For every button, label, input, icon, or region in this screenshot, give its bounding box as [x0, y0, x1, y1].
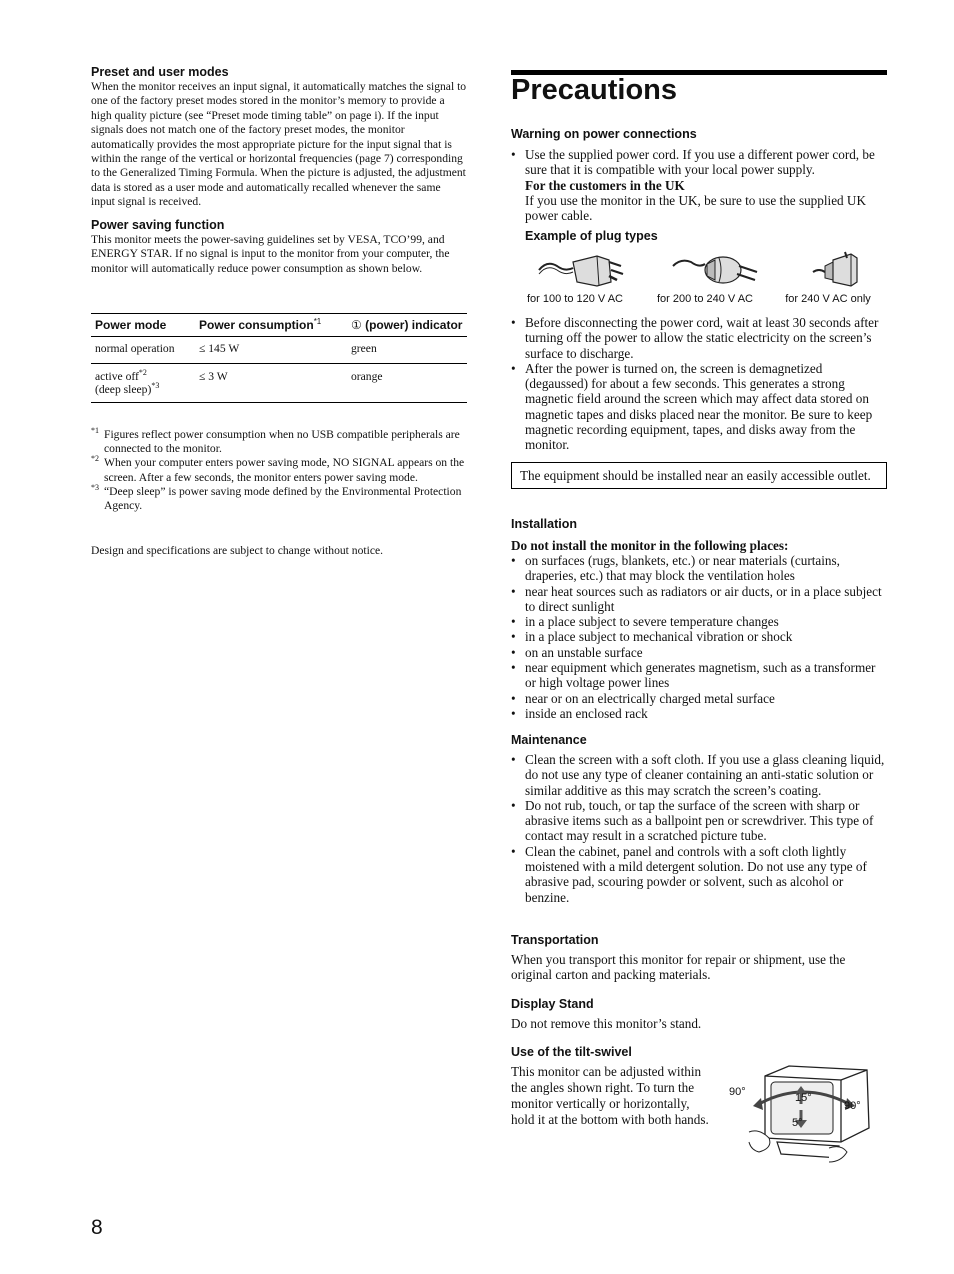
- list-item: • inside an enclosed rack: [511, 706, 887, 721]
- footnote-1: $^{*1}$ Figures reflect power consumption when no USB compatible peripherals are connected to the monitor.: [91, 426, 460, 456]
- installation-heading: Installation: [511, 517, 577, 531]
- maintenance-list: [511, 752, 887, 905]
- list-item: • in a place subject to severe temperature changes: [511, 614, 887, 629]
- plug-uk-icon: [811, 248, 871, 292]
- maintenance-heading: Maintenance: [511, 733, 587, 747]
- plug-eu-icon: [671, 250, 771, 290]
- list-item: • Clean the screen with a soft cloth. If you use a glass cleaning liquid, do not use any type of cleaner containing an anti-static solution or similar additive as this may scratch the screen’s coating.: [511, 752, 887, 798]
- plug-us-icon: [537, 252, 637, 292]
- page-number: 8: [91, 1216, 103, 1239]
- angle-up-label: 15°: [795, 1092, 812, 1104]
- list-item: • on an unstable surface: [511, 645, 887, 660]
- power-table-wrap: [91, 313, 467, 403]
- preset-body: When the monitor receives an input signal, it automatically matches the signal to one of the factory preset modes stored in the monitor’s memory to provide a high quality picture (see “Preset mode timing table” on page i). If the input signals does not match one of the factory preset modes, the monitor automatically provides the most appropriate picture for the input signal that is within the range of the vertical or horizontal frequencies (page 7) corresponding to the Generalized Timing Formula. When the picture is adjusted, the adjustment data is stored as a user mode and automatically recalled whenever the same input signal is received.: [91, 80, 467, 209]
- angle-left-label: 90°: [729, 1086, 746, 1098]
- warning-heading: Warning on power connections: [511, 127, 697, 141]
- col-power-mode: Power mode: [91, 314, 195, 337]
- list-item: • Use the supplied power cord. If you use a different power cord, be sure that it is compatible with your local power supply. For the customers in the UK If you use the monitor in the UK, be sure to use the supplied UK power cable.: [511, 147, 887, 223]
- warning-list-2: [511, 315, 887, 453]
- monitor-illustration-icon: [729, 1062, 891, 1164]
- installation-list: [511, 553, 887, 721]
- list-item: • Do not rub, touch, or tap the surface of the screen with sharp or abrasive items such as a ballpoint pen or screwdriver. This type of contact may result in a scratched picture tube.: [511, 798, 887, 844]
- list-item: • Clean the cabinet, panel and controls with a soft cloth lightly moistened with a mild detergent solution. Do not use any type of abrasive pad, scouring powder or solvent, such as alcohol or benzine.: [511, 844, 887, 905]
- col-power-consumption: Power consumption$^{*1}$: [195, 314, 347, 337]
- table-header-row: [91, 314, 467, 337]
- display-stand-heading: Display Stand: [511, 997, 594, 1011]
- list-item: • on surfaces (rugs, blankets, etc.) or near materials (curtains, draperies, etc.) that may block the ventilation holes: [511, 553, 887, 584]
- footnotes: [91, 428, 467, 513]
- power-saving-body: This monitor meets the power-saving guidelines set by VESA, TCO’99, and ENERGY STAR. If no signal is input to the monitor from your computer, the monitor will automatically reduce power consumption as shown below.: [91, 233, 450, 275]
- list-item: • near equipment which generates magnetism, such as a transformer or high voltage power lines: [511, 660, 887, 691]
- tilt-swivel-heading: Use of the tilt-swivel: [511, 1045, 632, 1059]
- warning-list-1: [511, 147, 887, 223]
- footnote-3: $^{*3}$ “Deep sleep” is power saving mode defined by the Environmental Protection Agency.: [91, 482, 462, 513]
- plug-types-heading: Example of plug types: [525, 229, 658, 243]
- transportation-heading: Transportation: [511, 933, 599, 947]
- preset-heading: Preset and user modes: [91, 65, 229, 79]
- plug-caption-3: for 240 V AC only: [785, 293, 871, 305]
- plug-caption-2: for 200 to 240 V AC: [656, 293, 753, 305]
- plug-caption-1: for 100 to 120 V AC: [526, 293, 623, 305]
- list-item: • near or on an electrically charged metal surface: [511, 691, 887, 706]
- table-row: active off$^{*2}$ (deep sleep)$^{*3}$ ≤ 3 W orange: [91, 364, 467, 403]
- display-stand-body: Do not remove this monitor’s stand.: [511, 1016, 702, 1031]
- installation-lead: Do not install the monitor in the following places:: [511, 538, 789, 553]
- design-notice: Design and specifications are subject to change without notice.: [91, 544, 384, 557]
- list-item: • near heat sources such as radiators or air ducts, or in a place subject to direct sunlight: [511, 584, 887, 615]
- footnote-2: $^{*2}$ When your computer enters power saving mode, NO SIGNAL appears on the screen. After a few seconds, the monitor enters power saving mode.: [91, 454, 465, 484]
- list-item: • Before disconnecting the power cord, wait at least 30 seconds after turning off the power to allow the static electricity on the screen’s surface to discharge.: [511, 315, 887, 361]
- tilt-swivel-body: This monitor can be adjusted within the angles shown right. To turn the monitor vertically or horizontally, hold it at the bottom with both hands.: [511, 1064, 709, 1127]
- tilt-swivel-illustration: [729, 1062, 891, 1164]
- power-saving-heading: Power saving function: [91, 218, 225, 232]
- transportation-body: When you transport this monitor for repair or shipment, use the original carton and packing materials.: [511, 952, 846, 983]
- angle-down-label: 5°: [792, 1117, 803, 1129]
- angle-right-label: 90°: [844, 1100, 861, 1112]
- power-table: [91, 313, 467, 403]
- list-item: • After the power is turned on, the screen is demagnetized (degaussed) for about a few seconds. This generates a strong magnetic field around the screen which may affect data stored on magnetic tapes and disks placed near the monitor. Be sure to keep magnetic recording equipment, tapes, and disks away from the monitor.: [511, 361, 887, 453]
- power-symbol-icon: ①: [351, 318, 362, 332]
- table-row: normal operation ≤ 145 W green: [91, 337, 467, 364]
- installation-note-box: The equipment should be installed near an easily accessible outlet.: [511, 462, 887, 489]
- page-title: Precautions: [511, 74, 677, 106]
- list-item: • in a place subject to mechanical vibration or shock: [511, 629, 887, 644]
- col-power-indicator: ① (power) indicator: [347, 314, 467, 337]
